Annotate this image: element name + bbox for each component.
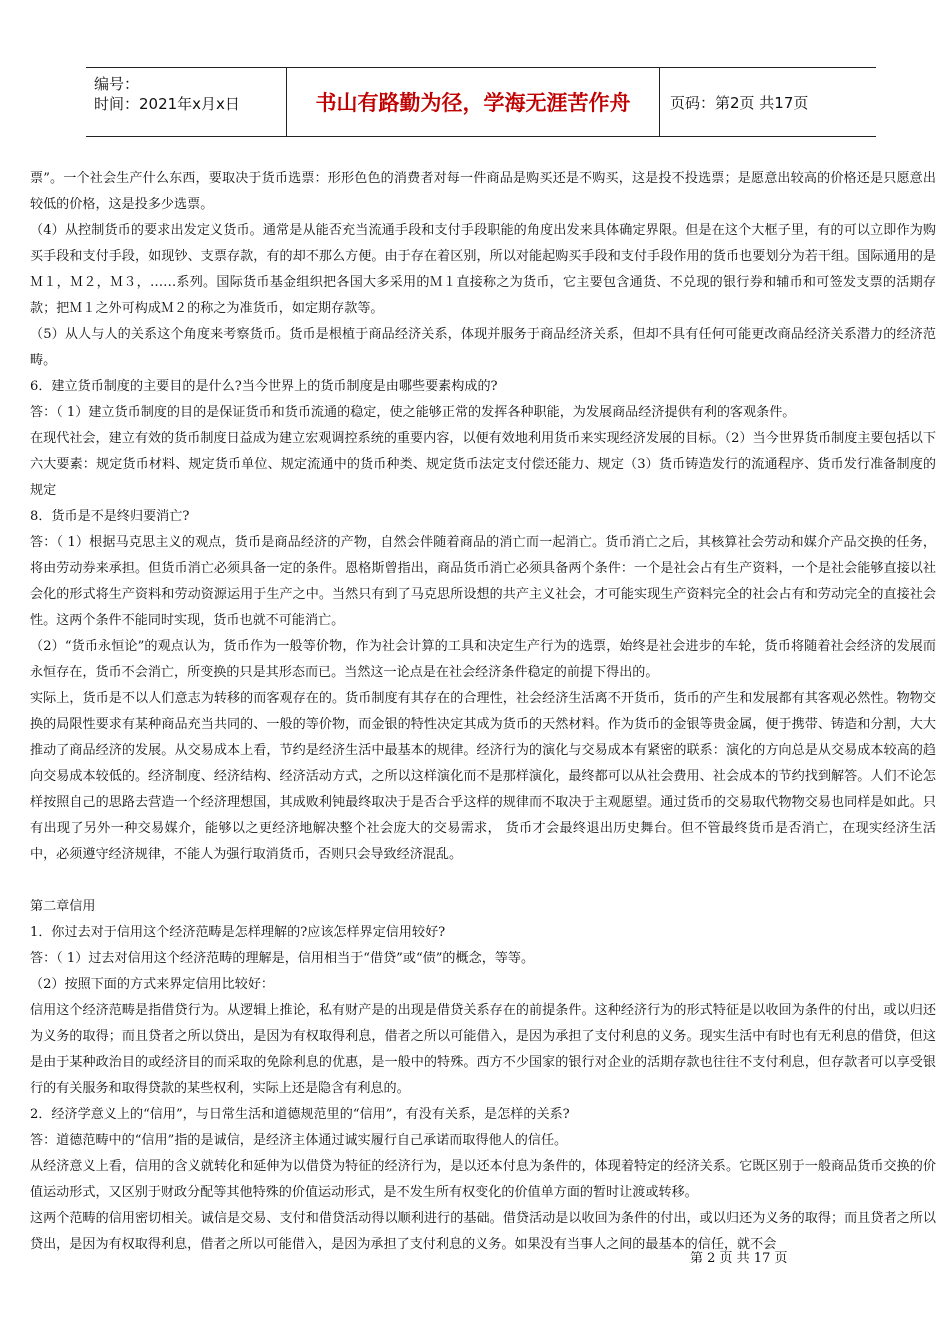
paragraph: （2）“货币永恒论”的观点认为，货币作为一般等价物，作为社会计算的工具和决定生产行为的选票，始终是社会进步的车轮，货币将随着社会经济的发展而永恒存在，货币不会消亡，所变换的只是其形态而已。当然这一论点是在社会经济条件稳定的前提下得出的。 [30,639,936,680]
paragraph: 在现代社会，建立有效的货币制度日益成为建立宏观调控系统的重要内容，以便有效地利用货币来实现经济发展的目标。（2）当今世界货币制度主要包括以下六大要素：规定货币材料、规定货币单位、规定流通中的货币种类、规定货币法定支付偿还能力、规定（3）货币铸造发行的流通程序、货币发行准备制度的规定 [30,431,936,498]
header-meta [86,68,286,136]
chapter-heading: 第二章信用 [30,899,96,914]
question-heading: 1．你过去对于信用这个经济范畴是怎样理解的?应该怎样界定信用较好? [30,925,446,940]
page-footer: 第 2 页 共 17 页 [690,1251,788,1266]
paragraph: 信用这个经济范畴是指借贷行为。从逻辑上推论，私有财产是的出现是借贷关系存在的前提条件。这种经济行为的形式特征是以收回为条件的付出，或以归还为义务的取得；而且贷者之所以贷出，是因为有权取得利息，借者之所以可能借入，是因为承担了支付利息的义务。现实生活中有时也有无利息的借贷，但这是由于某种政治目的或经济目的而采取的免除利息的优惠，是一般中的特殊。西方不少国家的银行对企业的活期存款也往往不支付利息，但存款者可以享受银行的有关服务和取得贷款的某些权利，实际上还是隐含有利息的。 [30,1003,936,1096]
paragraph: 答：道德范畴中的“信用”指的是诚信，是经济主体通过诚实履行自己承诺而取得他人的信任。 [30,1133,568,1148]
header-page-info: 页码：第2页 共17页 [670,93,809,112]
paragraph: 答：（ 1）根据马克思主义的观点，货币是商品经济的产物，自然会伴随着商品的消亡而一起消亡。货币消亡之后，其核算社会劳动和媒介产品交换的任务，将由劳动券来承担。但货币消亡必须具备一定的条件。恩格斯曾指出，商品货币消亡必须具备两个条件：一个是社会占有生产资料，一个是社会能够直接以社会化的形式将生产资料和劳动资源运用于生产之中。当然只有到了马克思所设想的共产主义社会，才可能实现生产资料完全的社会占有和劳动完全的直接社会性。这两个条件不能同时实现，货币也就不可能消亡。 [30,535,936,628]
paragraph: 这两个范畴的信用密切相关。诚信是交易、支付和借贷活动得以顺利进行的基础。借贷活动是以收回为条件的付出，或以归还为义务的取得；而且贷者之所以贷出，是因为有权取得利息，借者之所以可能借入，是因为承担了支付利息的义务。如果没有当事人之间的最基本的信任，就不会 [30,1211,936,1252]
paragraph: 实际上，货币是不以人们意志为转移的而客观存在的。货币制度有其存在的合理性，社会经济生活离不开货币，货币的产生和发展都有其客观必然性。物物交换的局限性要求有某种商品充当共同的、一般的等价物，而金银的特性决定其成为货币的天然材料。作为货币的金银等贵金属，便于携带、铸造和分割，大大推动了商品经济的发展。从交易成本上看，节约是经济生活中最基本的规律。经济行为的演化与交易成本有紧密的联系：演化的方向总是从交易成本较高的趋向交易成本较低的。经济制度、经济结构、经济活动方式，之所以这样演化而不是那样演化，最终都可以从社会费用、社会成本的节约找到解答。人们不论怎样按照自己的思路去营造一个经济理想国，其成败利钝最终取决于是否合乎这样的规律而不取决于主观愿望。通过货币的交易取代物物交易也同样是如此。只有出现了另外一种交易媒介，能够以之更经济地解决整个社会庞大的交易需求， 货币才会最终退出历史舞台。但不管最终货币是否消亡，在现实经济生活中，必须遵守经济规律，不能人为强行取消货币，否则只会导致经济混乱。 [30,691,936,862]
document-header [86,67,876,137]
number-label: 编号： [94,75,140,93]
header-motto: 书山有路勤为径，学海无涯苦作舟 [286,68,660,136]
paragraph: 从经济意义上看，信用的含义就转化和延伸为以借贷为特征的经济行为，是以还本付息为条件的，体现着特定的经济关系。它既区别于一般商品货币交换的价值运动形式，又区别于财政分配等其他特殊的价值运动形式，是不发生所有权变化的价值单方面的暂时让渡或转移。 [30,1159,936,1200]
paragraph: 答：（ 1）过去对信用这个经济范畴的理解是，信用相当于“借贷”或“债”的概念，等等。 [30,951,535,966]
question-heading: 8．货币是不是终归要消亡? [30,509,190,524]
paragraph: （2）按照下面的方式来界定信用比较好： [30,977,275,992]
question-heading: 6．建立货币制度的主要目的是什么?当今世界上的货币制度是由哪些要素构成的? [30,379,498,394]
paragraph: （5）从人与人的关系这个角度来考察货币。货币是根植于商品经济关系，体现并服务于商品经济关系，但却不具有任何可能更改商品经济关系潜力的经济范畴。 [30,327,936,368]
paragraph: 票”。一个社会生产什么东西，要取决于货币选票：形形色色的消费者对每一件商品是购买还是不购买，这是投不投选票；是愿意出较高的价格还是只愿意出较低的价格，这是投多少选票。 [30,171,936,212]
paragraph: （4）从控制货币的要求出发定义货币。通常是从能否充当流通手段和支付手段职能的角度出发来具体确定界限。但是在这个大框子里，有的可以立即作为购买手段和支付手段，如现钞、支票存款，有的却不那么方便。由于存在着区别，所以对能起购买手段和支付手段作用的货币也要划分为若干组。国际通用的是Ｍ１，Ｍ２，Ｍ３，……系列。国际货币基金组织把各国大多采用的Ｍ１直接称之为货币，它主要包含通货、不兑现的银行券和辅币和可签发支票的活期存款；把Ｍ１之外可构成Ｍ２的称之为准货币，如定期存款等。 [30,223,936,316]
document-body [30,166,936,1258]
blank-line [30,868,936,894]
paragraph: 答：（ 1）建立货币制度的目的是保证货币和货币流通的稳定，使之能够正常的发挥各种职能，为发展商品经济提供有利的客观条件。 [30,405,796,420]
time-label: 时间：2021年x月x日 [94,95,240,113]
question-heading: 2．经济学意义上的“信用”，与日常生活和道德规范里的“信用”，有没有关系，是怎样的关系? [30,1107,570,1122]
